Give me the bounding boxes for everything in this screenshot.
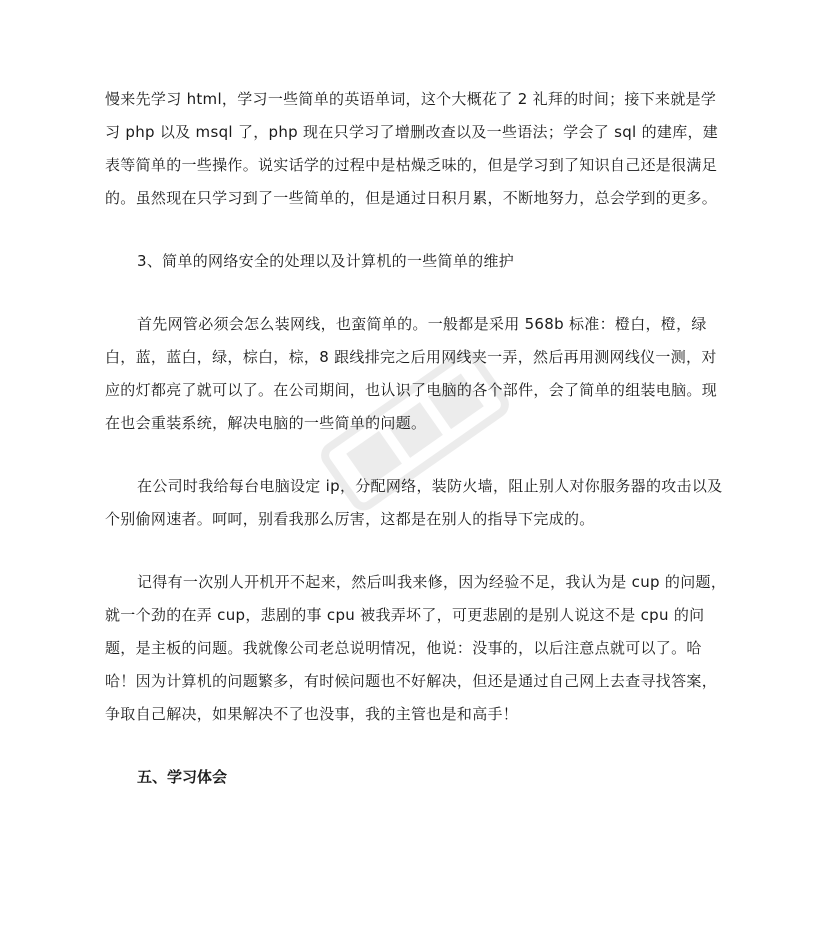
document-body [105, 83, 727, 794]
paragraph-network-cabling: 首先网管必须会怎么装网线，也蛮简单的。一般都是采用 568b 标准：橙白，橙，绿白，蓝，蓝白，绿，棕白，棕，8 跟线排完之后用网线夹一弄，然后再用测网线仪一测，对应的灯都亮了就可以了。在公司期间，也认识了电脑的各个部件，会了简单的组装电脑。现在也会重装系统，解决电脑的一些简单的问题。 [105, 315, 718, 432]
section-title-network-security: 3、简单的网络安全的处理以及计算机的一些简单的维护 [137, 252, 515, 270]
paragraph-gap [105, 278, 727, 308]
paragraph-ip-firewall: 在公司时我给每台电脑设定 ip，分配网络，装防火墙，阻止别人对你服务器的攻击以及个别偷网速者。呵呵，别看我那么厉害，这都是在别人的指导下完成的。 [105, 477, 723, 528]
paragraph-gap [105, 215, 727, 245]
paragraph-gap [105, 440, 727, 470]
paragraph-gap [105, 731, 727, 761]
paragraph-cpu-story: 记得有一次别人开机开不起来，然后叫我来修，因为经验不足，我认为是 cup 的问题，就一个劲的在弄 cup，悲剧的事 cpu 被我弄坏了，可更悲剧的是别人说这不是 cpu 的问题，是主板的问题。我就像公司老总说明情况，他说：没事的，以后注意点就可以了。哈哈！因为计算机的问题繁多，有时候问题也不好解决，但还是通过自己网上去查寻找答案，争取自己解决，如果解决不了也没事，我的主管也是和高手！ [105, 573, 727, 723]
paragraph-html-php-learning: 慢来先学习 html，学习一些简单的英语单词，这个大概花了 2 礼拜的时间；接下来就是学习 php 以及 msql 了，php 现在只学习了增删改查以及一些语法；学会了 sql 的建库，建表等简单的一些操作。说实话学的过程中是枯燥乏味的，但是学习到了知识自己还是很满足的。虽然现在只学习到了一些简单的，但是通过日积月累，不断地努力，总会学到的更多。 [105, 90, 719, 207]
paragraph-gap [105, 536, 727, 566]
heading-learning-experience: 五、学习体会 [137, 768, 228, 786]
